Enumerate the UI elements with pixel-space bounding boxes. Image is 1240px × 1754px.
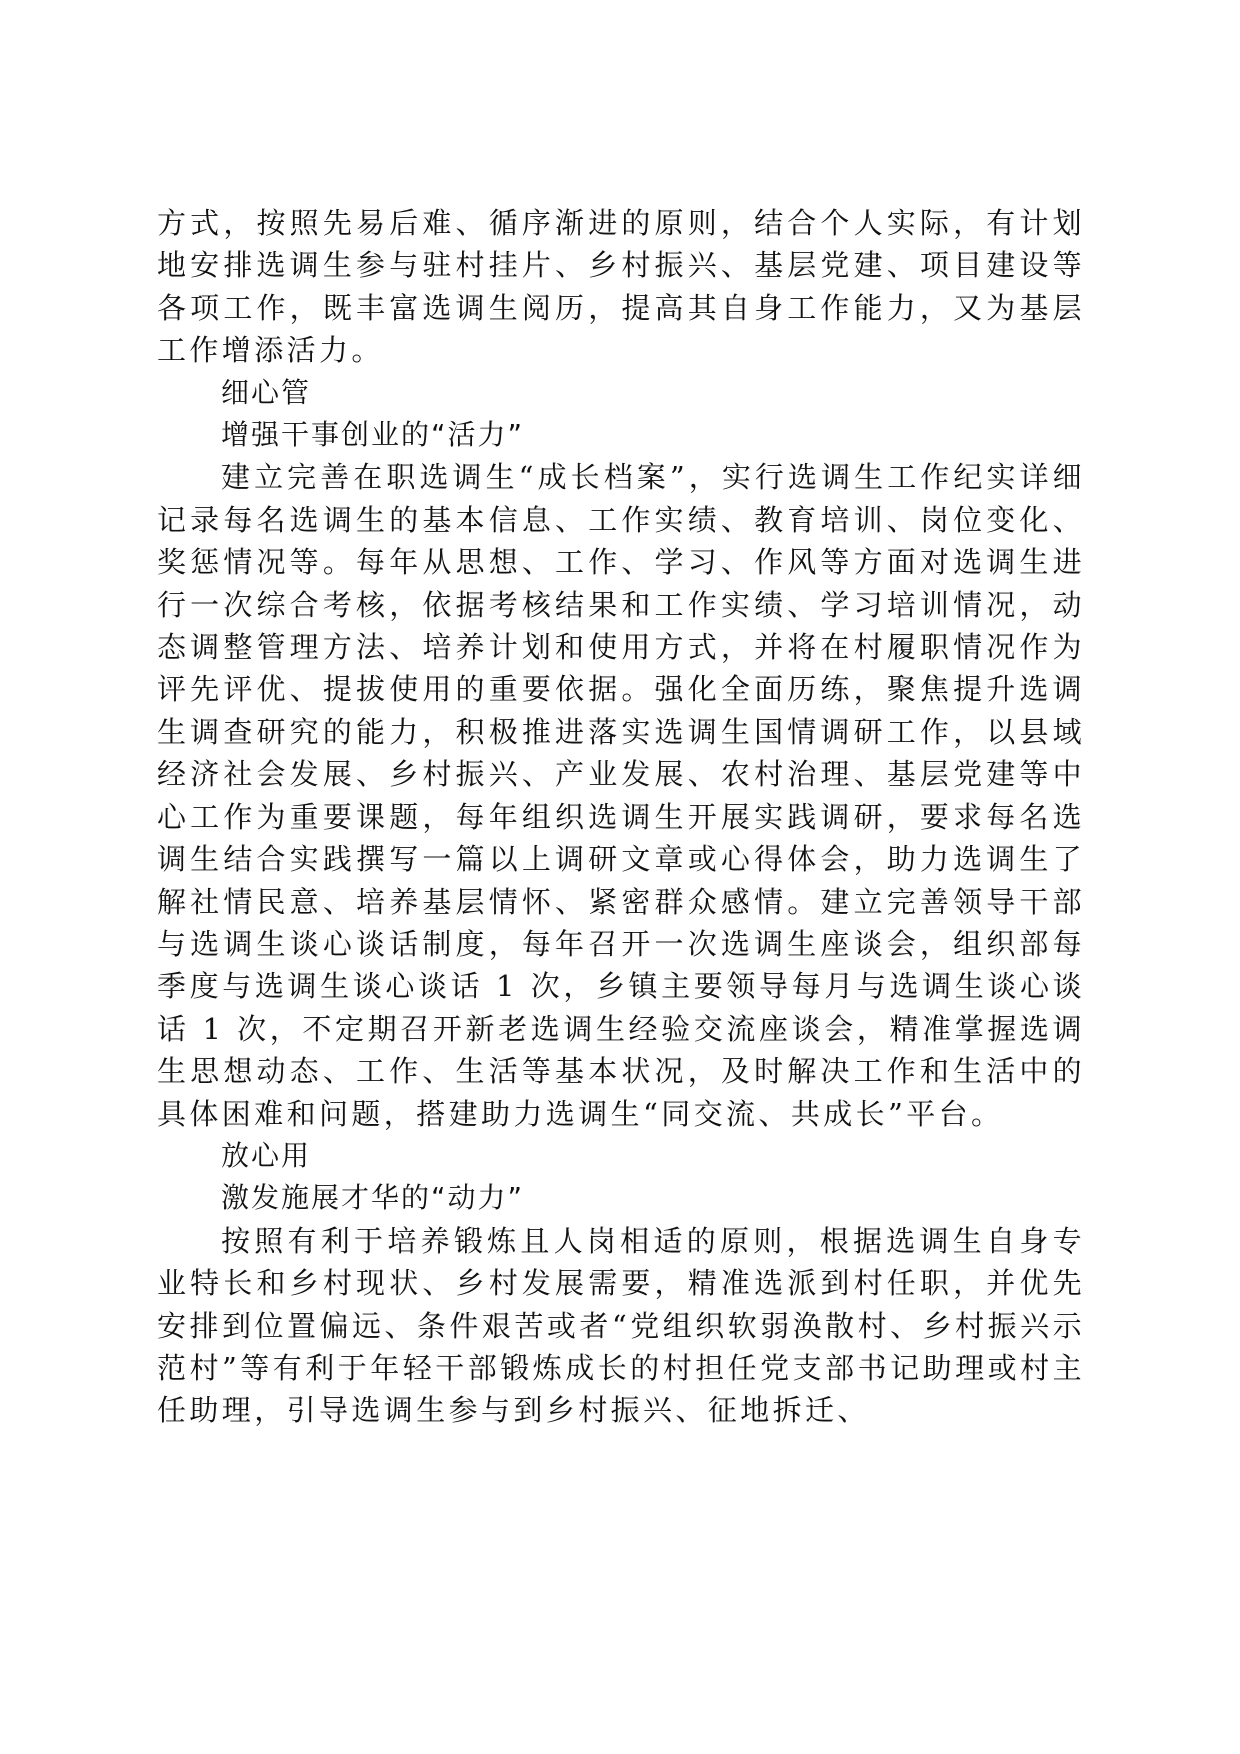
paragraph-continued: 方式，按照先易后难、循序渐进的原则，结合个人实际，有计划地安排选调生参与驻村挂片、乡村振兴、基层党建、项目建设等各项工作，既丰富选调生阅历，提高其自身工作能力，又为基层工作增添活力。 xyxy=(157,206,1085,368)
section-subtitle-motivation: 激发施展才华的“动力” xyxy=(221,1181,525,1215)
paragraph-management: 建立完善在职选调生“成长档案”，实行选调生工作纪实详细记录每名选调生的基本信息、工作实绩、教育培训、岗位变化、奖惩情况等。每年从思想、工作、学习、作风等方面对选调生进行一次综合考核，依据考核结果和工作实绩、学习培训情况，动态调整管理方法、培养计划和使用方式，并将在村履职情况作为评先评优、提拔使用的重要依据。强化全面历练，聚焦提升选调生调查研究的能力，积极推进落实选调生国情调研工作，以县域经济社会发展、乡村振兴、产业发展、农村治理、基层党建等中心工作为重要课题，每年组织选调生开展实践调研，要求每名选调生结合实践撰写一篇以上调研文章或心得体会，助力选调生了解社情民意、培养基层情怀、紧密群众感情。建立完善领导干部与选调生谈心谈话制度，每年召开一次选调生座谈会，组织部每季度与选调生谈心谈话 1 次，乡镇主要领导每月与选调生谈心谈话 1 次，不定期召开新老选调生经验交流座谈会，精准掌握选调生思想动态、工作、生活等基本状况，及时解决工作和生活中的具体困难和问题，搭建助力选调生“同交流、共成长”平台。 xyxy=(157,460,1085,1131)
document-body xyxy=(157,202,1085,1432)
section-subtitle-vitality: 增强干事创业的“活力” xyxy=(221,418,525,452)
section-title-careful-management: 细心管 xyxy=(221,375,312,409)
section-title-confident-use: 放心用 xyxy=(221,1138,312,1172)
paragraph-use: 按照有利于培养锻炼且人岗相适的原则，根据选调生自身专业特长和乡村现状、乡村发展需要，精准选派到村任职，并优先安排到位置偏远、条件艰苦或者“党组织软弱涣散村、乡村振兴示范村”等有利于年轻干部锻炼成长的村担任党支部书记助理或村主任助理，引导选调生参与到乡村振兴、征地拆迁、 xyxy=(157,1223,1085,1428)
